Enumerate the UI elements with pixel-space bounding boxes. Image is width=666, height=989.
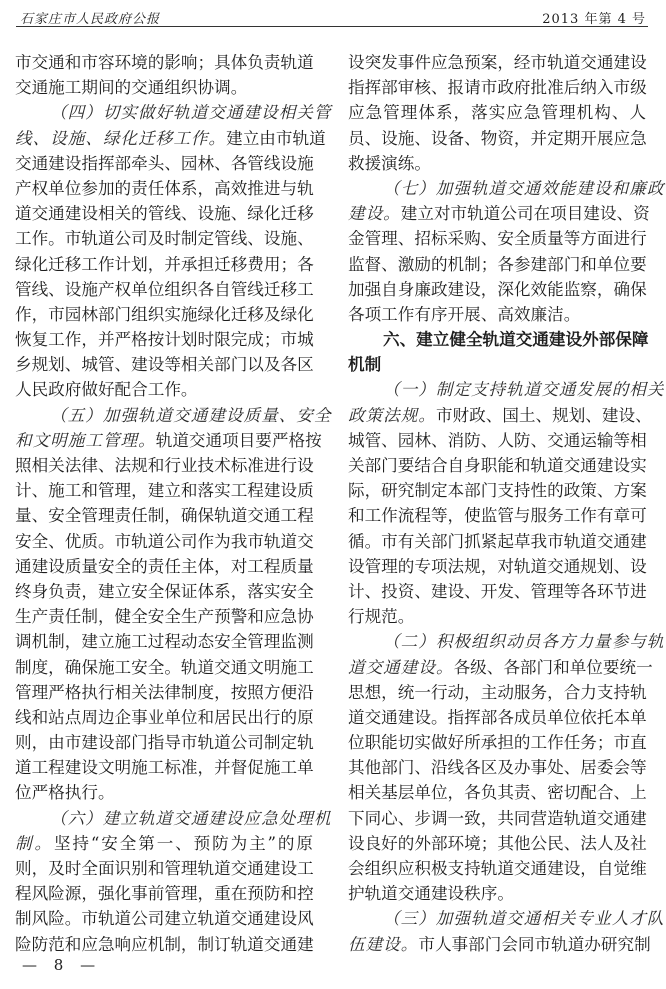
subsection-title: 制。 [15, 833, 54, 853]
right-column [348, 50, 665, 957]
body-text: 指挥部审核、报请市政府批准后纳入市级 [348, 78, 647, 98]
text-line [15, 554, 313, 579]
text-line [15, 780, 313, 805]
subsection-title: （六）建立轨道交通建设应急处理机 [50, 808, 332, 828]
body-text: 际，研究制定本部门支持性的政策、方案 [348, 481, 647, 501]
subsection-title: 和文明施工管理。 [15, 430, 156, 450]
body-text: 安全、优质。市轨道公司作为我市轨道交 [15, 531, 314, 551]
text-line [348, 579, 646, 604]
text-line [15, 478, 313, 503]
running-header [16, 4, 648, 27]
body-text: 终身负责，建立安全保证体系，落实安全 [15, 581, 314, 601]
text-line [15, 503, 313, 528]
text-line [348, 831, 646, 856]
body-text: 设良好的外部环境；其他公民、法人及社 [348, 833, 647, 853]
text-line [348, 403, 652, 428]
body-text: 设管理的专项法规，对轨道交通规划、设 [348, 556, 647, 576]
text-line [348, 302, 646, 327]
text-line [348, 604, 646, 629]
body-text: 调机制，建立施工过程动态安全管理监测 [15, 632, 314, 652]
body-text: 机制 [348, 354, 382, 375]
body-text: 制风险。市轨道公司建立轨道交通建设风 [15, 909, 314, 929]
body-text: 乡规划、城管、建设等相关部门以及各区 [15, 355, 314, 375]
body-text: 位严格执行。 [15, 783, 115, 803]
body-text: 交通施工期间的交通组织协调。 [15, 78, 248, 98]
text-line [348, 428, 646, 453]
text-line [348, 705, 646, 730]
text-line [15, 151, 313, 176]
body-text: 人民政府做好配合工作。 [15, 380, 198, 400]
body-text: 制度，确保施工安全。轨道交通文明施工 [15, 657, 314, 677]
body-text: 轨道交通项目要严格按 [155, 430, 322, 450]
left-column [15, 50, 332, 957]
text-line [15, 881, 313, 906]
text-line [15, 75, 313, 100]
text-line [15, 906, 313, 931]
body-text: 应急管理体系，落实应急管理机构、人 [348, 103, 646, 123]
body-text: 建立对市轨道公司在项目建设、资 [400, 204, 650, 224]
text-line [348, 932, 651, 957]
section-heading-line [348, 352, 646, 377]
text-line [15, 352, 313, 377]
subsection-title: （一）制定支持轨道交通发展的相关 [383, 380, 665, 400]
text-line [348, 730, 646, 755]
text-line [15, 680, 313, 705]
text-line [348, 680, 646, 705]
text-line [348, 151, 646, 176]
body-text: 护轨道交通建设秩序。 [348, 884, 514, 904]
subsection-title: 建设。 [348, 204, 401, 224]
text-line [15, 50, 313, 75]
body-text: 量、安全管理责任制，确保轨道交通工程 [15, 506, 314, 526]
body-text: 各项工作有序开展、高效廉洁。 [348, 304, 581, 324]
body-text: 金管理、招标采购、安全质量等方面进行 [348, 229, 647, 249]
body-text: 关部门要结合自身职能和轨道交通建设实 [348, 456, 647, 475]
body-text: 救援演练。 [348, 153, 431, 173]
text-line [348, 629, 665, 654]
text-line [348, 75, 646, 100]
text-line [15, 831, 313, 856]
text-line [15, 655, 313, 680]
text-line [15, 806, 332, 831]
text-line [348, 856, 646, 881]
subsection-title: （四）切实做好轨道交通建设相关管 [50, 103, 332, 123]
text-line [348, 453, 646, 478]
subsection-title: 政策法规。 [348, 405, 436, 425]
body-text: 管理严格执行相关法律制度，按照方便沿 [15, 682, 314, 702]
text-line [15, 705, 313, 730]
journal-title: 石家庄市人民政府公报 [20, 12, 161, 27]
text-line [15, 201, 313, 226]
text-line [15, 932, 313, 957]
text-line [15, 100, 332, 125]
body-text: 建立由市轨道 [226, 128, 326, 148]
text-line [15, 579, 313, 604]
body-text: 加强自身廉政建设，深化效能监察，确保 [348, 279, 647, 299]
body-text: 作，市园林部门组织实施绿化迁移及绿化 [15, 304, 314, 324]
body-text: 行规范。 [348, 607, 415, 627]
text-line [15, 226, 313, 251]
page-number: — 8 — [22, 956, 102, 974]
text-line [348, 252, 646, 277]
text-line [348, 755, 646, 780]
body-text: 计、投资、建设、开发、管理等各环节进 [348, 581, 647, 601]
body-text: 通建设质量安全的责任主体，对工程质量 [15, 556, 314, 576]
body-text: 市交通和市容环境的影响；具体负责轨道 [15, 53, 314, 72]
text-line [348, 780, 646, 805]
text-line [15, 252, 313, 277]
body-text: 六、建立健全轨道交通建设外部保障 [383, 329, 649, 350]
body-text: 市人事部门会同市轨道办研究制 [418, 934, 651, 954]
text-line [348, 377, 665, 402]
text-line [15, 453, 313, 478]
body-text: 恢复工作，并严格按计划时限完成；市城 [15, 330, 314, 350]
text-line [348, 126, 646, 151]
subsection-title: 道交通建设。 [348, 657, 454, 677]
text-line [348, 176, 665, 201]
body-text: 道交通建设相关的管线、设施、绿化迁移 [15, 204, 314, 224]
body-text: 循。市有关部门抓紧起草我市轨道交通建 [348, 531, 647, 551]
body-text: 险防范和应急响应机制，制订轨道交通建 [15, 934, 314, 954]
text-line [15, 629, 313, 654]
body-text: 设突发事件应急预案，经市轨道交通建设 [348, 53, 647, 72]
text-line [15, 176, 313, 201]
body-text: 工作。市轨道公司及时制定管线、设施、 [15, 229, 314, 249]
body-text: 计、施工和管理，建立和落实工程建设质 [15, 481, 314, 501]
issue-number: 2013 年第 4 号 [542, 12, 646, 27]
body-text: 交通建设指挥部牵头、园林、各管线设施 [15, 153, 314, 173]
text-line [15, 377, 313, 402]
text-line [15, 730, 313, 755]
body-text: 程风险源，强化事前管理，重在预防和控 [15, 884, 314, 904]
text-line [15, 755, 313, 780]
body-text: 思想，统一行动，主动服务，合力支持轨 [348, 682, 647, 702]
body-text: 则，及时全面识别和管理轨道交通建设工 [15, 859, 314, 878]
body-text: 相关基层单位，各负其责、密切配合、上 [348, 783, 647, 803]
subsection-title: 伍建设。 [348, 934, 419, 954]
text-line [348, 226, 646, 251]
subsection-title: （七）加强轨道交通效能建设和廉政 [383, 178, 665, 198]
subsection-title: （五）加强轨道交通建设质量、安全 [50, 405, 332, 425]
body-text: 生产责任制，健全安全生产预警和应急协 [15, 607, 314, 627]
text-line [348, 478, 646, 503]
body-text: 和工作流程等，使监管与服务工作有章可 [348, 506, 647, 526]
body-text: 坚持“安全第一、预防为主”的原 [53, 833, 313, 853]
text-line [15, 856, 313, 881]
text-line [348, 806, 646, 831]
text-line [15, 302, 313, 327]
text-line [348, 655, 653, 680]
text-line [15, 327, 313, 352]
subsection-title: （三）加强轨道交通相关专业人才队 [383, 909, 665, 929]
subsection-title: （二）积极组织动员各方力量参与轨 [383, 632, 665, 652]
body-text: 监督、激励的机制；各参建部门和单位要 [348, 254, 647, 274]
text-line [348, 50, 646, 75]
body-text: 则，由市建设部门指导市轨道公司制定轨 [15, 733, 314, 753]
body-text: 员、设施、设备、物资，并定期开展应急 [348, 128, 647, 148]
body-text: 管线、设施产权单位组织各自管线迁移工 [15, 279, 314, 299]
text-line [15, 403, 332, 428]
text-line [15, 126, 326, 151]
body-text: 绿化迁移工作计划，并承担迁移费用；各 [15, 254, 314, 274]
text-line [348, 277, 646, 302]
subsection-title: 线、设施、绿化迁移工作。 [15, 128, 227, 148]
text-line [348, 100, 646, 125]
text-line [15, 277, 313, 302]
text-line [348, 906, 665, 931]
text-line [348, 201, 650, 226]
text-line [348, 503, 646, 528]
body-text: 线和站点周边企事业单位和居民出行的原 [15, 707, 314, 727]
body-text: 会组织应积极支持轨道交通建设，自觉维 [348, 859, 647, 878]
body-text: 各级、各部门和单位要统一 [453, 657, 653, 677]
body-text: 照相关法律、法规和行业技术标准进行设 [15, 456, 314, 475]
body-text: 产权单位参加的责任体系，高效推进与轨 [15, 178, 314, 198]
text-line [15, 529, 313, 554]
text-line [348, 881, 646, 906]
text-line [15, 604, 313, 629]
body-text: 市财政、国土、规划、建设、 [435, 405, 652, 425]
text-line [348, 554, 646, 579]
body-text: 城管、园林、消防、人防、交通运输等相 [348, 430, 647, 450]
body-text: 道工程建设文明施工标准，并督促施工单 [15, 758, 314, 778]
section-heading-line [348, 327, 649, 352]
body-text: 下同心、步调一致，共同营造轨道交通建 [348, 808, 647, 828]
text-line [348, 529, 646, 554]
body-text: 其他部门、沿线各区及办事处、居委会等 [348, 758, 647, 778]
body-text: 道交通建设。指挥部各成员单位依托本单 [348, 707, 647, 727]
body-text: 位职能切实做好所承担的工作任务；市直 [348, 733, 647, 753]
text-line [15, 428, 322, 453]
